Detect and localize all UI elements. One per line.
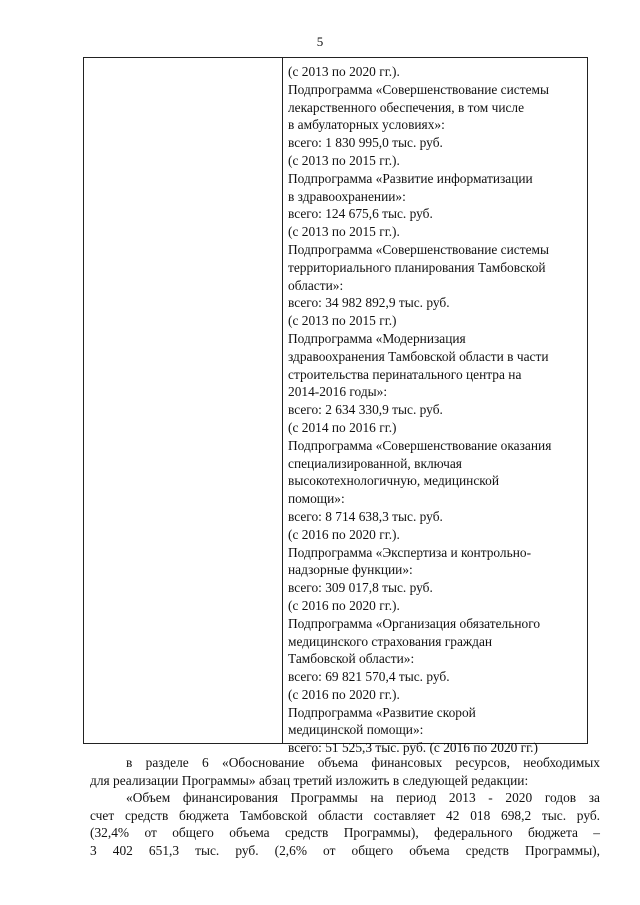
paragraph-line: 3 402 651,3 тыс. руб. (2,6% от общего объема средств Программы), <box>90 842 600 858</box>
paragraph-line: для реализации Программы» абзац третий изложить в следующей редакции: <box>90 772 529 788</box>
table-cell-line: (с 2013 по 2015 гг.) <box>288 313 397 329</box>
table-cell-line: Подпрограмма «Экспертиза и контрольно- <box>288 544 532 560</box>
program-table <box>83 57 588 756</box>
table-cell-line: всего: 1 830 995,0 тыс. руб. <box>288 135 443 151</box>
table-cell-line: Подпрограмма «Совершенствование системы <box>288 241 550 257</box>
table-cell-line: строительства перинатального центра на <box>288 366 522 382</box>
table-column-divider <box>282 58 283 743</box>
table-cell-line: в амбулаторных условиях»: <box>288 117 445 133</box>
table-cell-line: Подпрограмма «Организация обязательного <box>288 615 541 631</box>
table-cell-line: всего: 34 982 892,9 тыс. руб. <box>288 295 450 311</box>
paragraph-line: (32,4% от общего объема средств Программы), федерального бюджета – <box>90 825 600 841</box>
table-cell-line: всего: 124 675,6 тыс. руб. <box>288 206 433 222</box>
table-cell-line: Подпрограмма «Совершенствование оказания <box>288 437 552 453</box>
table-cell-line: 2014-2016 годы»: <box>288 384 388 400</box>
paragraph-line: «Объем финансирования Программы на период 2013 - 2020 годов за <box>126 790 600 806</box>
table-cell-line: Подпрограмма «Развитие информатизации <box>288 170 533 186</box>
table-cell-line: высокотехнологичную, медицинской <box>288 473 499 489</box>
table-cell-line: медицинского страхования граждан <box>288 633 493 649</box>
table-cell-line: (с 2016 по 2020 гг.). <box>288 686 400 702</box>
table-cell-line: области»: <box>288 277 344 293</box>
table-cell-line: (с 2013 по 2020 гг.). <box>288 64 400 79</box>
page-number: 5 <box>316 34 324 49</box>
table-cell-line: медицинской помощи»: <box>288 722 424 738</box>
table-cell-line: здравоохранения Тамбовской области в части <box>288 348 549 364</box>
table-cell-line: помощи»: <box>288 491 345 507</box>
amendment-text <box>90 754 600 860</box>
table-cell-funding <box>288 63 585 757</box>
table-cell-line: территориального планирования Тамбовской <box>288 259 546 275</box>
table-cell-line: (с 2016 по 2020 гг.). <box>288 526 400 542</box>
table-cell-line: (с 2014 по 2016 гг.) <box>288 419 397 435</box>
paragraph-line: счет средств бюджета Тамбовской области составляет 42 018 698,2 тыс. руб. <box>90 807 600 823</box>
table-cell-line: Подпрограмма «Совершенствование системы <box>288 81 550 97</box>
table-cell-line: всего: 8 714 638,3 тыс. руб. <box>288 508 443 524</box>
table-cell-line: Тамбовской области»: <box>288 651 415 667</box>
table-cell-line: в здравоохранении»: <box>288 188 406 204</box>
table-cell-line: специализированной, включая <box>288 455 462 471</box>
paragraph-line: в разделе 6 «Обоснование объема финансовых ресурсов, необходимых <box>126 755 600 770</box>
table-cell-line: всего: 309 017,8 тыс. руб. <box>288 580 433 596</box>
table-cell-line: всего: 2 634 330,9 тыс. руб. <box>288 402 443 418</box>
table-cell-line: всего: 51 525,3 тыс. руб. (с 2016 по 2020 гг.) <box>288 740 538 756</box>
table-cell-line: всего: 69 821 570,4 тыс. руб. <box>288 669 450 685</box>
table-cell-line: (с 2013 по 2015 гг.). <box>288 224 400 240</box>
table-cell-line: Подпрограмма «Модернизация <box>288 330 466 346</box>
table-cell-line: надзорные функции»: <box>288 562 413 578</box>
table-cell-line: (с 2013 по 2015 гг.). <box>288 152 400 168</box>
table-cell-line: Подпрограмма «Развитие скорой <box>288 704 476 720</box>
table-cell-line: лекарственного обеспечения, в том числе <box>288 99 525 115</box>
table-cell-line: (с 2016 по 2020 гг.). <box>288 597 400 613</box>
